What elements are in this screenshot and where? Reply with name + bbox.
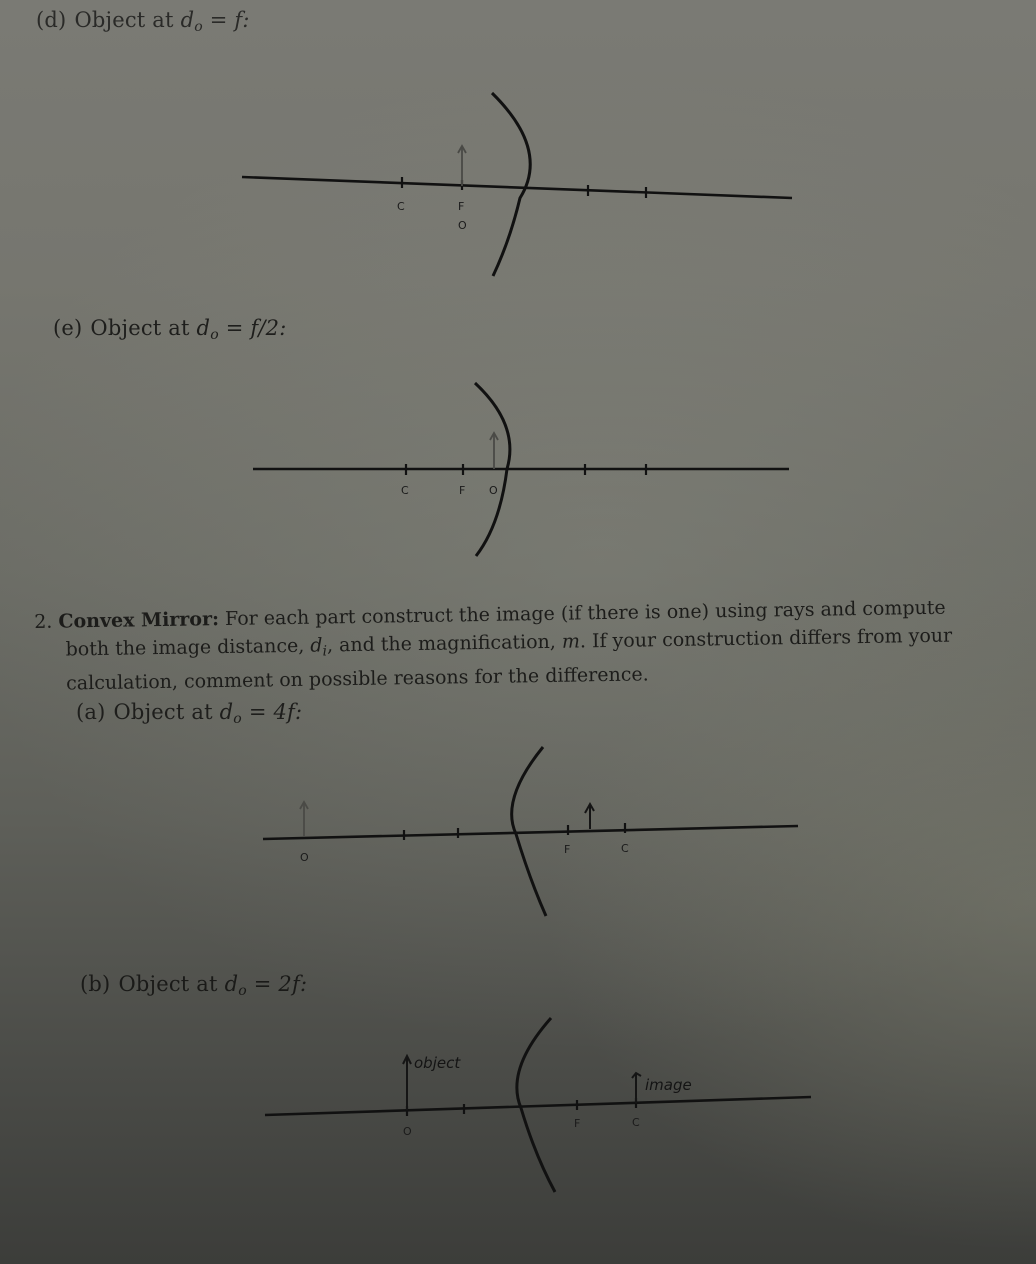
part-d-sub: o <box>194 19 203 35</box>
part-e-rhs: = f/2: <box>225 316 287 340</box>
image-arrow <box>632 1073 641 1103</box>
part-e-text: Object at <box>90 316 190 340</box>
label-o: O <box>458 219 467 232</box>
question-title: Convex Mirror: <box>58 608 220 633</box>
part-2a-rhs: = 4f: <box>248 700 303 724</box>
di-sub: i <box>322 643 328 660</box>
label-f: F <box>564 843 571 856</box>
label-f: F <box>459 484 466 497</box>
label-c: C <box>401 484 409 497</box>
label-o: O <box>489 484 498 497</box>
part-2a-text: Object at <box>113 700 213 724</box>
part-2b-rhs: = 2f: <box>253 972 308 996</box>
part-2a-sub: o <box>233 711 242 727</box>
question-line-2a: both the image distance, <box>65 634 311 661</box>
question-line-1-text: For each part construct the image (if there is one) using rays and compute <box>224 596 946 630</box>
part-2a-prefix: (a) <box>76 700 106 724</box>
part-2b-prefix: (b) <box>80 972 111 996</box>
part-d-var: d <box>180 8 195 32</box>
handwritten-image-label: image <box>645 1076 692 1094</box>
question-line-2c: . If your construction differs from your <box>579 624 953 653</box>
part-d-rhs: = f: <box>209 8 250 32</box>
label-f: F <box>458 200 465 213</box>
handwritten-object-label: object <box>414 1054 461 1072</box>
question-line-2b: , and the magnification, <box>326 630 563 657</box>
part-e-prefix: (e) <box>53 316 83 340</box>
question-number: 2. <box>34 610 53 633</box>
di-var: d <box>310 634 323 657</box>
label-c: C <box>632 1116 640 1129</box>
label-c: C <box>397 200 405 213</box>
part-2b-text: Object at <box>118 972 218 996</box>
part-d-text: Object at <box>74 8 174 32</box>
object-arrow <box>403 1056 411 1110</box>
question-line-3: calculation, comment on possible reasons for the difference. <box>66 663 649 695</box>
part-2b-sub: o <box>238 983 247 999</box>
label-o: O <box>300 851 309 864</box>
label-c: C <box>621 842 629 855</box>
label-f: F <box>574 1117 581 1130</box>
label-o: O <box>403 1125 412 1138</box>
part-2b-var: d <box>224 972 239 996</box>
part-e-var: d <box>196 316 211 340</box>
part-2a-var: d <box>219 700 234 724</box>
m-var: m <box>561 630 581 653</box>
part-d-prefix: (d) <box>36 8 67 32</box>
part-e-sub: o <box>210 327 219 343</box>
principal-axis <box>265 1097 811 1115</box>
